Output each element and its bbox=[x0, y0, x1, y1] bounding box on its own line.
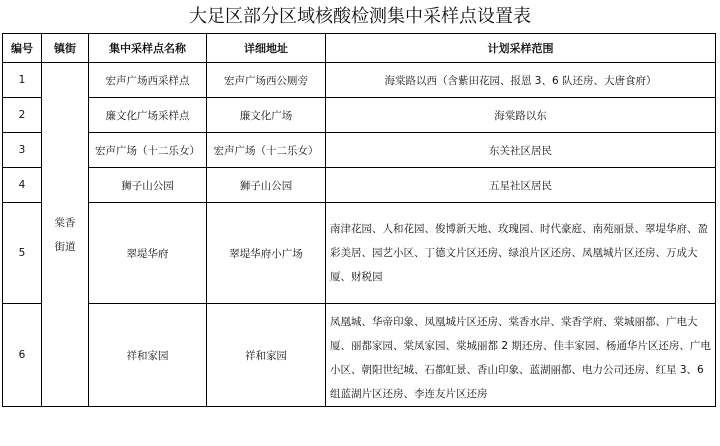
table-row bbox=[3, 203, 716, 304]
sampling-sites-table bbox=[2, 33, 716, 407]
street-cell bbox=[42, 63, 89, 407]
column-header-street: 镇街 bbox=[42, 34, 89, 63]
column-header-range: 计划采样范围 bbox=[326, 34, 716, 63]
sampling-range: 东关社区居民 bbox=[326, 133, 716, 168]
site-name: 狮子山公园 bbox=[89, 168, 207, 203]
site-address: 廉文化广场 bbox=[207, 98, 326, 133]
site-address: 宏声广场西公厕旁 bbox=[207, 63, 326, 98]
site-name: 翠堤华府 bbox=[89, 203, 207, 304]
sampling-range: 五星社区居民 bbox=[326, 168, 716, 203]
column-header-site-name: 集中采样点名称 bbox=[89, 34, 207, 63]
page-title: 大足区部分区域核酸检测集中采样点设置表 bbox=[189, 6, 531, 27]
street-name: 棠香街道 bbox=[54, 216, 76, 253]
row-number: 1 bbox=[3, 63, 42, 98]
column-header-number: 编号 bbox=[3, 34, 42, 63]
table-header-row bbox=[3, 34, 716, 63]
sampling-range: 海棠路以西（含紫田花园、报恩 3、6 队还房、大唐食府） bbox=[326, 63, 716, 98]
sampling-range: 海棠路以东 bbox=[326, 98, 716, 133]
site-name: 宏声广场西采样点 bbox=[89, 63, 207, 98]
site-name: 祥和家园 bbox=[89, 304, 207, 407]
table-row bbox=[3, 168, 716, 203]
row-number: 3 bbox=[3, 133, 42, 168]
table-row bbox=[3, 63, 716, 98]
site-address: 宏声广场（十二乐女） bbox=[207, 133, 326, 168]
table-row bbox=[3, 98, 716, 133]
row-number: 2 bbox=[3, 98, 42, 133]
site-address: 翠堤华府小广场 bbox=[207, 203, 326, 304]
row-number: 6 bbox=[3, 304, 42, 407]
site-name: 廉文化广场采样点 bbox=[89, 98, 207, 133]
row-number: 5 bbox=[3, 203, 42, 304]
row-number: 4 bbox=[3, 168, 42, 203]
table-row bbox=[3, 133, 716, 168]
table-row bbox=[3, 304, 716, 407]
site-name: 宏声广场（十二乐女） bbox=[89, 133, 207, 168]
sampling-range: 南津花园、人和花园、俊博新天地、玫瑰园、时代豪庭、南苑丽景、翠堤华府、盈彩美居、园艺小区、丁德文片区还房、绿浪片区还房、凤凰城片区还房、万成大厦、财税园 bbox=[326, 203, 716, 304]
sampling-range: 凤凰城、华帝印象、凤凰城片区还房、棠香水岸、棠香学府、棠城丽都、广电大厦、丽都家园、棠凤家园、棠城丽都 2 期还房、佳丰家园、杨通华片区还房、广电小区、朝阳世纪城、石都虹景、香山印象、蓝湖丽都、电力公司还房、红星 3、6 组蓝湖片区还房、李连友片区还房 bbox=[326, 304, 716, 407]
site-address: 狮子山公园 bbox=[207, 168, 326, 203]
site-address: 祥和家园 bbox=[207, 304, 326, 407]
column-header-address: 详细地址 bbox=[207, 34, 326, 63]
